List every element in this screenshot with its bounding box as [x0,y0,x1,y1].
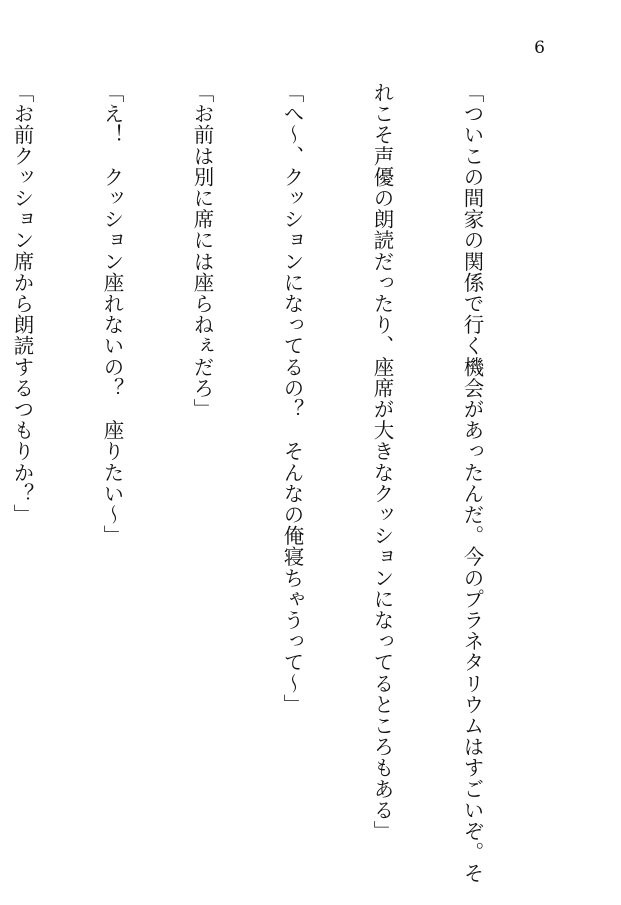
text-line: 「お前は別に席には座らねぇだろ」 [190,82,214,420]
text-line: 「ついこの間家の関係で行く機会があったんだ。今のプラネタリウムはすごいぞ。そ [460,82,484,884]
page-number: 6 [534,38,545,58]
text-line: 「お前クッション席から朗読するつもりか？」 [10,82,34,526]
text-line: 「え！ クッション座れないの？ 座りたい〜」 [100,82,124,547]
text-line: れこそ声優の朗読だったり、座席が大きなクッションになってるところもある」 [370,82,394,842]
text-line: 「へ〜、クッションになってるの？ そんなの俺寝ちゃうって〜」 [280,82,304,715]
novel-text [0,82,547,884]
